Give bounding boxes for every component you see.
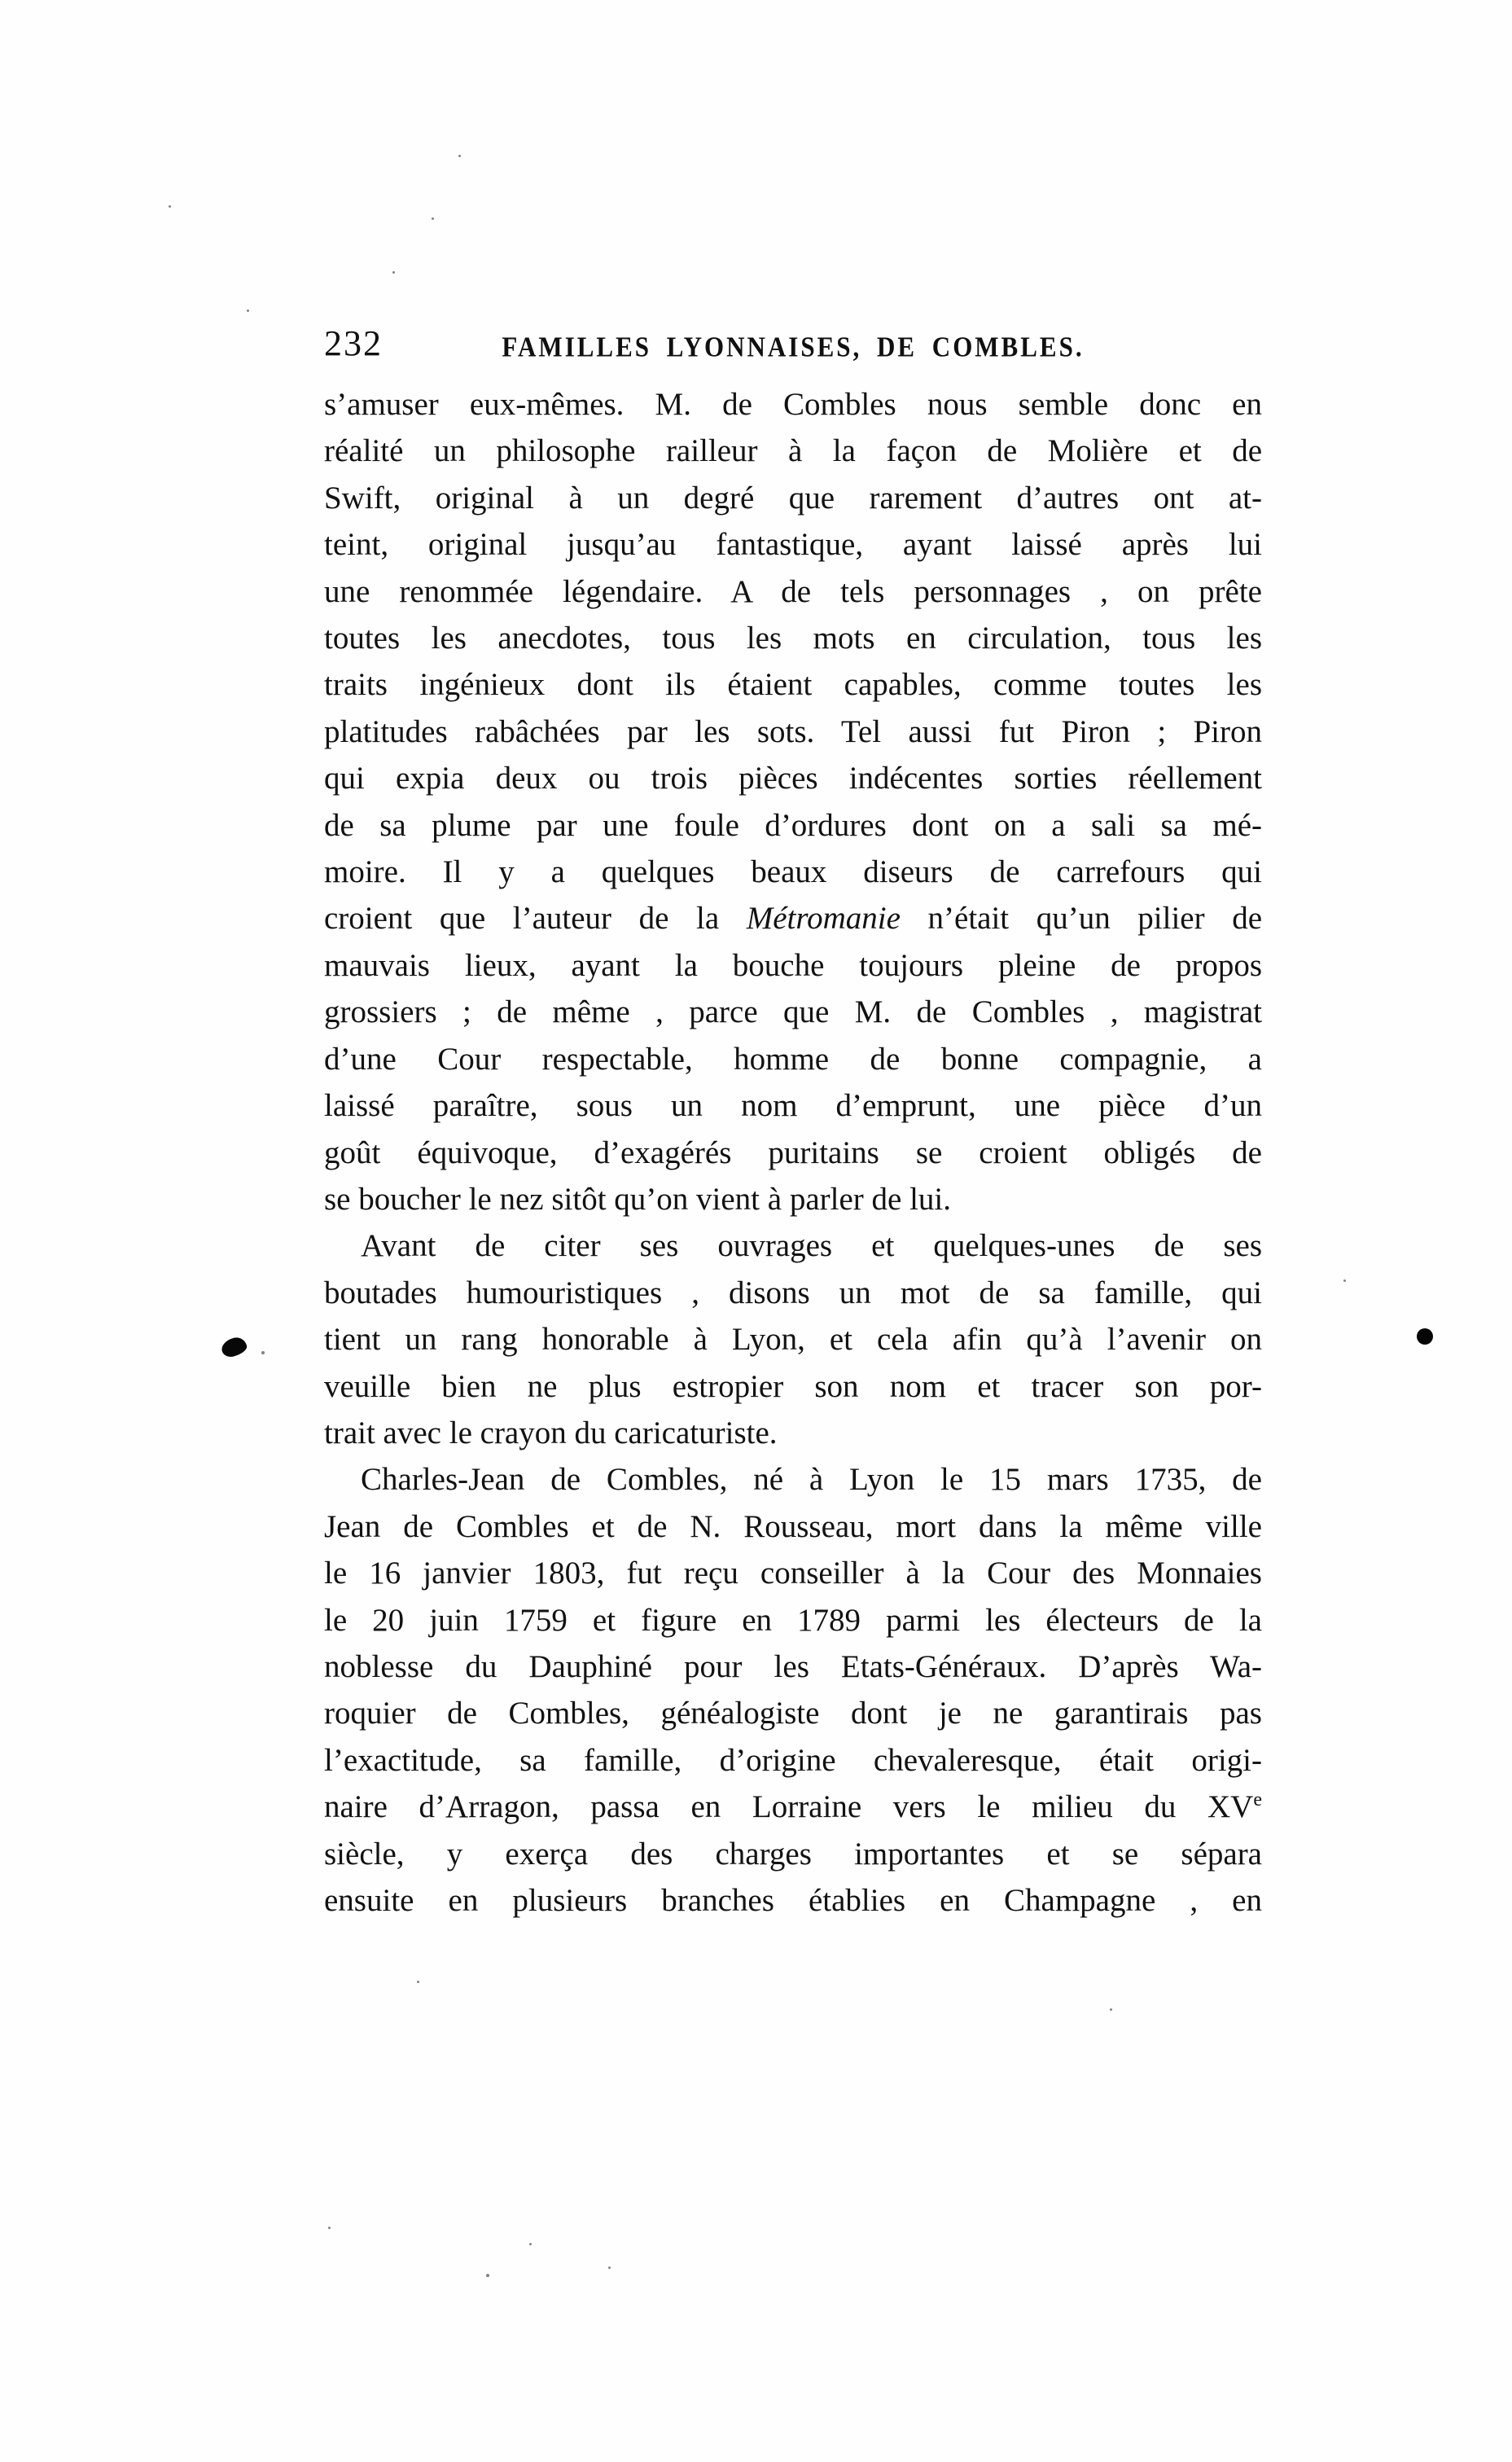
- speck-mark: [1343, 1279, 1346, 1282]
- text-line: traits ingénieux dont ils étaient capables, comme toutes les: [324, 667, 1262, 703]
- speck-mark: [169, 205, 171, 208]
- text-line: croient que l’auteur de la Métromanie n’était qu’un pilier de: [324, 901, 1262, 937]
- speck-mark: [529, 2243, 532, 2245]
- speck-mark: [458, 155, 461, 157]
- text-line: Swift, original à un degré que rarement d’autres ont at-: [324, 480, 1262, 516]
- text-line: réalité un philosophe railleur à la façon de Molière et de: [324, 433, 1262, 469]
- speck-mark: [417, 1981, 419, 1983]
- text-line: une renommée légendaire. A de tels personnages , on prête: [324, 573, 1262, 609]
- speck-mark: [328, 2227, 331, 2229]
- running-title: FAMILLES LYONNAISES, DE COMBLES.: [502, 331, 1085, 363]
- ink-dot-mark: [1417, 1328, 1433, 1345]
- speck-mark: [1110, 2008, 1112, 2011]
- text-line: naire d’Arragon, passa en Lorraine vers le milieu du XVe: [324, 1789, 1262, 1825]
- text-line: d’une Cour respectable, homme de bonne compagnie, a: [324, 1041, 1262, 1077]
- text-line: mauvais lieux, ayant la bouche toujours pleine de propos: [324, 947, 1262, 983]
- text-line: tient un rang honorable à Lyon, et cela afin qu’à l’avenir on: [324, 1322, 1262, 1358]
- speck-mark: [608, 2267, 611, 2269]
- text-line: boutades humouristiques , disons un mot de sa famille, qui: [324, 1275, 1262, 1310]
- text-line: veuille bien ne plus estropier son nom et tracer son por-: [324, 1368, 1262, 1404]
- text-line: de sa plume par une foule d’ordures dont on a sali sa mé-: [324, 807, 1262, 843]
- text-line: goût équivoque, d’exagérés puritains se croient obligés de: [324, 1134, 1262, 1170]
- text-line: se boucher le nez sitôt qu’on vient à parler de lui.: [324, 1181, 951, 1217]
- text-line: trait avec le crayon du caricaturiste.: [324, 1415, 778, 1450]
- text-line: qui expia deux ou trois pièces indécentes sorties réellement: [324, 761, 1262, 797]
- text-line: Jean de Combles et de N. Rousseau, mort dans la même ville: [324, 1508, 1262, 1544]
- text-line: roquier de Combles, généalogiste dont je ne garantirais pas: [324, 1696, 1262, 1731]
- text-line: s’amuser eux-mêmes. M. de Combles nous semble donc en: [324, 387, 1262, 422]
- text-line: l’exactitude, sa famille, d’origine chevaleresque, était origi-: [324, 1742, 1262, 1778]
- ink-smudge-mark: [220, 1336, 248, 1359]
- speck-mark: [486, 2274, 489, 2277]
- text-line: teint, original jusqu’au fantastique, ayant laissé après lui: [324, 527, 1262, 563]
- speck-mark: [392, 271, 395, 274]
- text-line: le 20 juin 1759 et figure en 1789 parmi les électeurs de la: [324, 1602, 1262, 1638]
- text-line: noblesse du Dauphiné pour les Etats-Généraux. D’après Wa-: [324, 1648, 1262, 1684]
- text-line: siècle, y exerça des charges importantes et se sépara: [324, 1836, 1262, 1872]
- body-text: [324, 381, 1262, 1924]
- text-line: moire. Il y a quelques beaux diseurs de carrefours qui: [324, 854, 1262, 890]
- text-line: Charles-Jean de Combles, né à Lyon le 15 mars 1735, de: [361, 1462, 1262, 1498]
- text-line: grossiers ; de même , parce que M. de Combles , magistrat: [324, 994, 1262, 1030]
- page-number: 232: [324, 323, 383, 363]
- speck-mark: [432, 217, 434, 220]
- text-line: toutes les anecdotes, tous les mots en circulation, tous les: [324, 621, 1262, 656]
- text-line: laissé paraître, sous un nom d’emprunt, une pièce d’un: [324, 1088, 1262, 1124]
- text-line: le 16 janvier 1803, fut reçu conseiller à la Cour des Monnaies: [324, 1556, 1262, 1591]
- text-line: ensuite en plusieurs branches établies en Champagne , en: [324, 1883, 1262, 1918]
- speck-mark: [247, 309, 249, 312]
- text-line: Avant de citer ses ouvrages et quelques-unes de ses: [361, 1228, 1262, 1264]
- text-line: platitudes rabâchées par les sots. Tel aussi fut Piron ; Piron: [324, 713, 1262, 749]
- speck-mark: [261, 1351, 265, 1354]
